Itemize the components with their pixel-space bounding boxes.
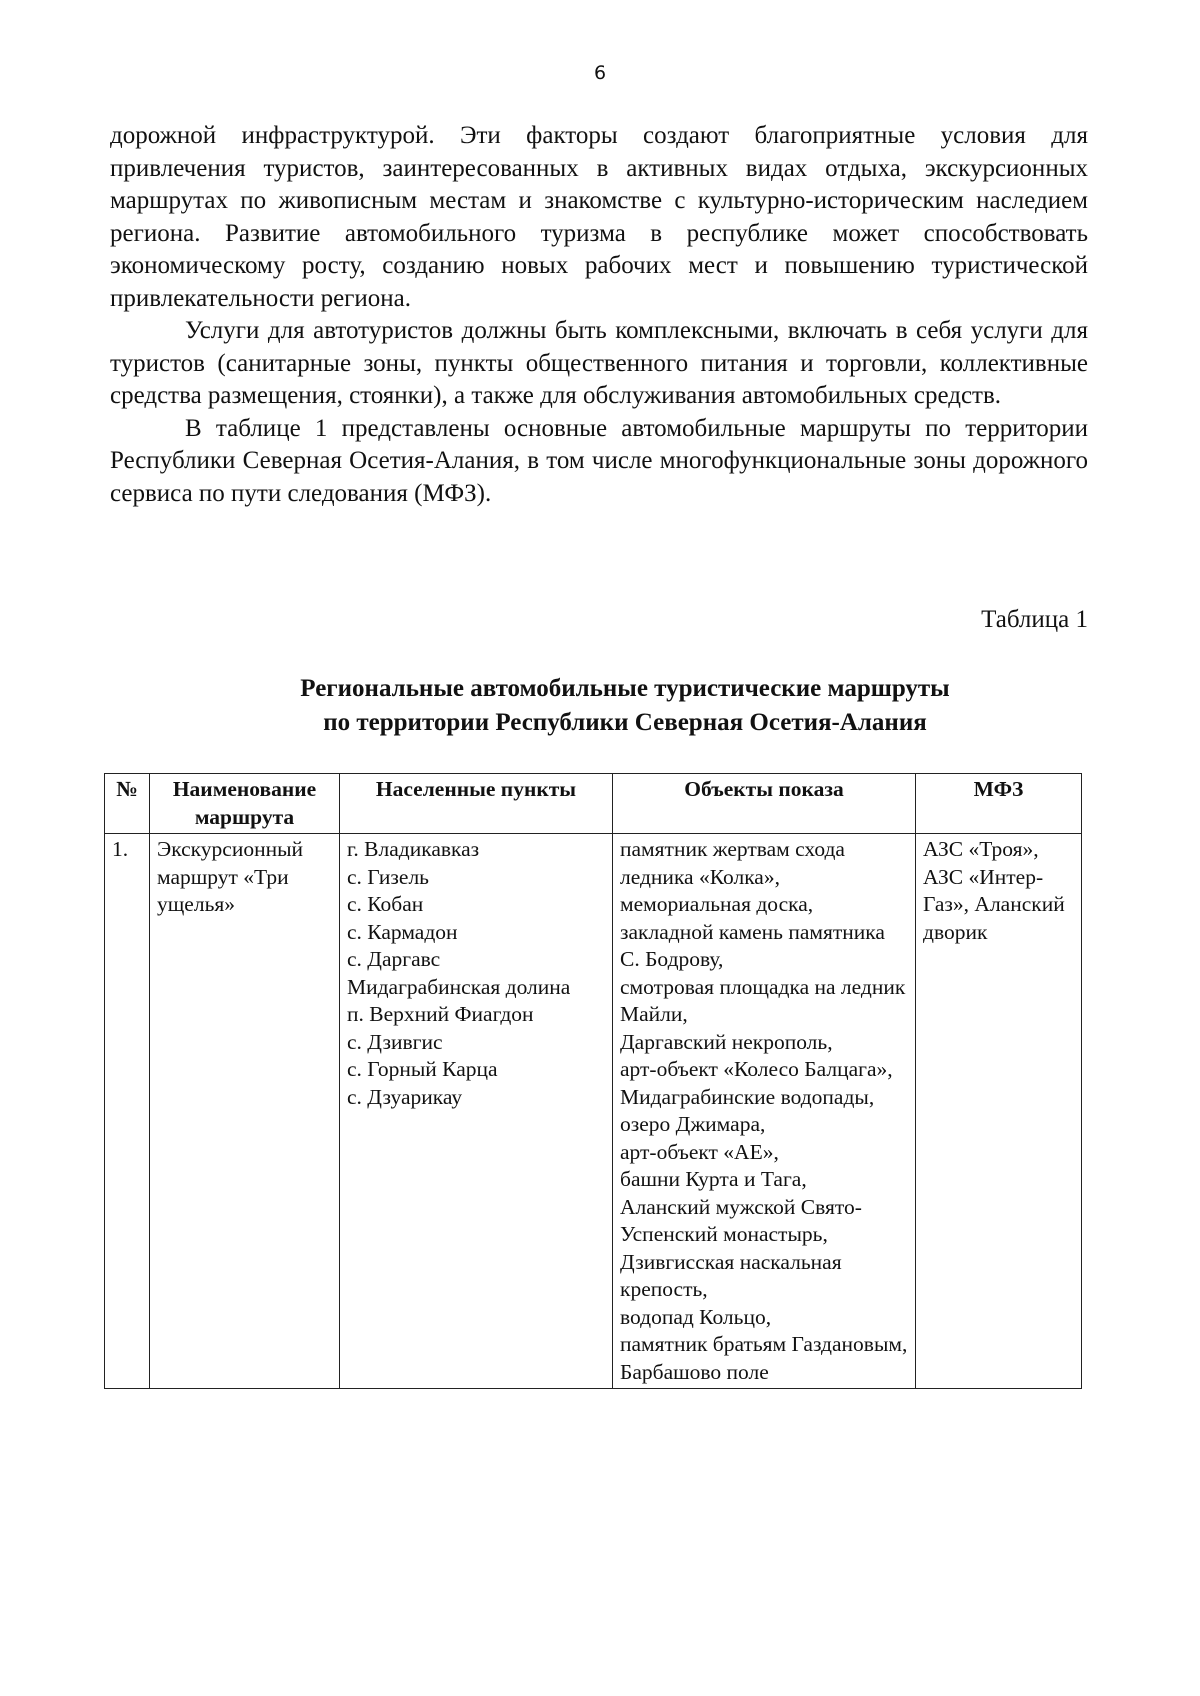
settlement-item: с. Даргавс <box>347 947 441 971</box>
page-number: 6 <box>593 62 607 84</box>
object-item: мемориальная доска, <box>620 892 814 916</box>
object-item: смотровая площадка на ледник Майли, <box>620 974 906 1026</box>
settlement-item: г. Владикавказ <box>347 837 480 861</box>
object-item: водопад Кольцо, <box>620 1304 772 1329</box>
settlement-item: с. Кармадон <box>347 919 458 944</box>
cell-num: 1. <box>105 834 150 1389</box>
body-text <box>110 120 1088 510</box>
table-title-line-2: по территории Республики Северная Осетия-Алания <box>323 709 927 736</box>
object-item: Барбашово поле <box>620 1359 769 1384</box>
header-num: № <box>105 774 150 834</box>
header-settlements: Населенные пункты <box>340 774 613 834</box>
header-name: Наименование маршрута <box>150 774 340 834</box>
table-header-row <box>105 774 1082 834</box>
object-item: арт-объект «Колесо Балцага», <box>620 1057 893 1081</box>
object-item: Аланский мужской Свято-Успенский монастырь, <box>620 1194 862 1246</box>
header-mfz: МФЗ <box>916 774 1082 834</box>
routes-table <box>104 773 1082 1389</box>
cell-mfz: АЗС «Троя», АЗС «Интер-Газ», Аланский дворик <box>916 834 1082 1389</box>
settlement-item: с. Кобан <box>347 892 424 916</box>
object-item: башни Курта и Тага, <box>620 1167 807 1191</box>
object-item: памятник братьям Газдановым, <box>620 1332 908 1356</box>
paragraph-3: В таблице 1 представлены основные автомобильные маршруты по территории Республики Северная Осетия-Алания, в том числе многофункциональные зоны дорожного сервиса по пути следования (МФЗ). <box>110 414 1088 507</box>
settlement-item: с. Горный Карца <box>347 1057 498 1081</box>
paragraph-1: дорожной инфраструктурой. Эти факторы создают благоприятные условия для привлечения туристов, заинтересованных в активных видах отдыха, экскурсионных маршрутах по живописным местам и знакомстве с культурно-историческим наследием региона. Развитие автомобильного туризма в республике может способствовать экономическому росту, созданию новых рабочих мест и повышению туристической привлекательности региона. <box>110 122 1088 312</box>
object-item: Дзивгисская наскальная крепость, <box>620 1249 842 1301</box>
table-label: Таблица 1 <box>981 606 1088 633</box>
cell-name: Экскурсионный маршрут «Три ущелья» <box>150 834 340 1389</box>
object-item: закладной камень памятника С. Бодрову, <box>620 919 885 971</box>
object-item: озеро Джимара, <box>620 1112 766 1136</box>
cell-settlements <box>340 834 613 1389</box>
object-item: Мидаграбинские водопады, <box>620 1084 875 1109</box>
object-item: арт-объект «АЕ», <box>620 1139 779 1164</box>
header-objects: Объекты показа <box>613 774 916 834</box>
settlement-item: с. Дзуарикау <box>347 1084 463 1109</box>
settlement-item: с. Гизель <box>347 864 429 889</box>
table-title <box>0 672 1200 740</box>
object-item: памятник жертвам схода ледника «Колка», <box>620 837 845 889</box>
table-title-line-1: Региональные автомобильные туристические маршруты <box>300 675 950 702</box>
object-item: Даргавский некрополь, <box>620 1029 833 1054</box>
settlement-item: Мидаграбинская долина <box>347 974 571 999</box>
table-row <box>105 834 1082 1389</box>
cell-objects <box>613 834 916 1389</box>
paragraph-2: Услуги для автотуристов должны быть комплексными, включать в себя услуги для туристов (санитарные зоны, пункты общественного питания и торговли, коллективные средства размещения, стоянки), а также для обслуживания автомобильных средств. <box>110 317 1088 409</box>
settlement-item: с. Дзивгис <box>347 1029 443 1054</box>
settlement-item: п. Верхний Фиагдон <box>347 1002 534 1026</box>
